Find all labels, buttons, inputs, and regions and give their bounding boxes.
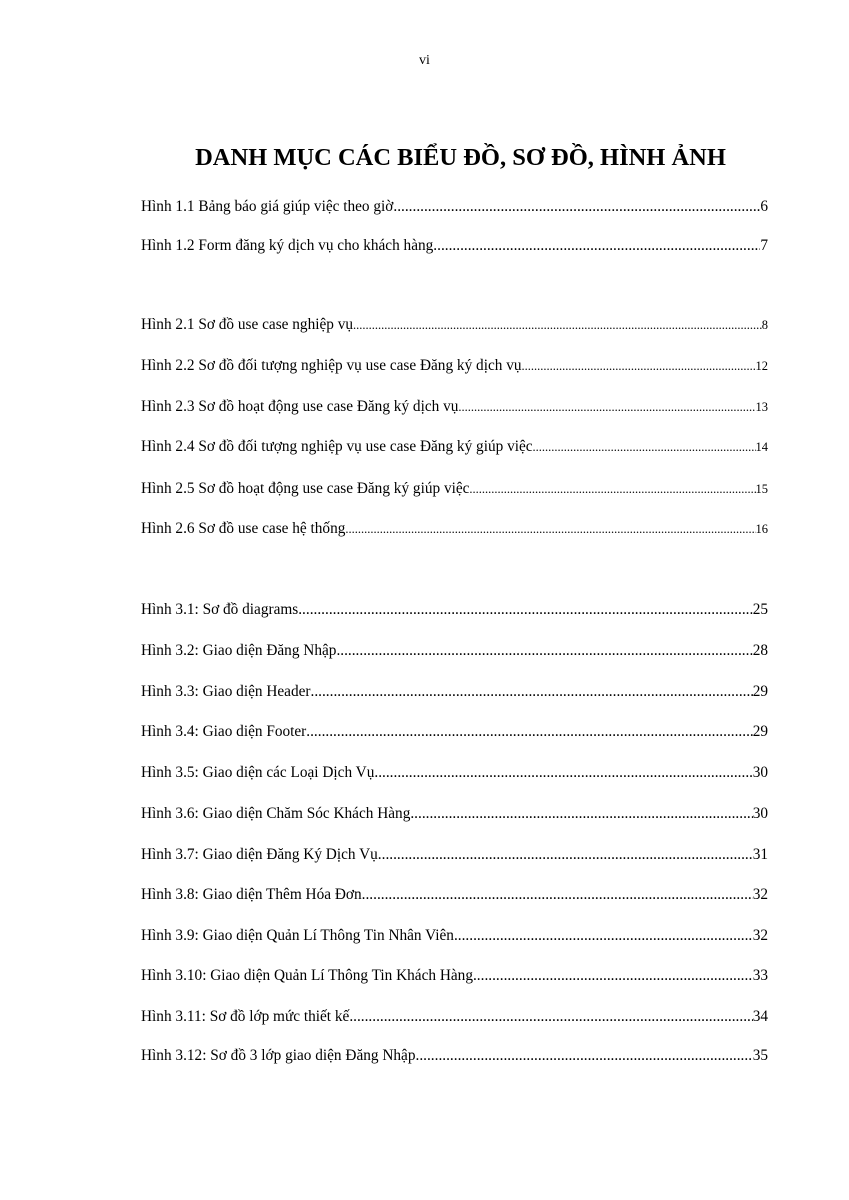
toc-entry-page: 33 [752,967,768,984]
dot-leader [416,1046,753,1066]
dot-leader [458,397,755,417]
toc-entry-label: Hình 2.2 Sơ đồ đối tượng nghiệp vụ use case Đăng ký dịch vụ [141,357,522,374]
dot-leader [298,600,752,620]
toc-entry-page: 16 [755,522,768,536]
toc-entry-page: 13 [755,400,768,414]
toc-entry-label: Hình 2.1 Sơ đồ use case nghiệp vụ [141,316,354,333]
toc-entry-page: 30 [752,805,768,822]
toc-entry-3-4[interactable] [141,722,768,742]
toc-entry-label: Hình 3.6: Giao diện Chăm Sóc Khách Hàng [141,805,411,822]
dot-leader [533,437,756,457]
toc-entry-2-4[interactable] [141,437,768,457]
toc-entry-label: Hình 3.1: Sơ đồ diagrams [141,601,299,618]
toc-entry-label: Hình 2.6 Sơ đồ use case hệ thống [141,520,346,537]
toc-entry-3-7[interactable] [141,845,768,865]
toc-entry-1-1[interactable] [141,197,768,217]
dot-leader [410,804,752,824]
toc-entry-page: 14 [755,440,768,454]
toc-entry-label: Hình 1.2 Form đăng ký dịch vụ cho khách hàng [141,237,434,254]
toc-entry-page: 32 [752,927,768,944]
dot-leader [336,641,752,661]
toc-entry-page: 35 [752,1047,768,1064]
dot-leader [353,315,762,335]
dot-leader [378,845,753,865]
dot-leader [469,479,755,499]
toc-entry-page: 8 [761,318,768,332]
toc-entry-2-5[interactable] [141,479,768,499]
toc-entry-label: Hình 3.7: Giao diện Đăng Ký Dịch Vụ [141,846,378,863]
toc-entry-page: 7 [760,237,768,254]
dot-leader [345,519,755,539]
toc-entry-3-9[interactable] [141,926,768,946]
toc-entry-page: 32 [752,886,768,903]
dot-leader [393,197,760,217]
toc-entry-label: Hình 3.11: Sơ đồ lớp mức thiết kế [141,1008,350,1025]
toc-entry-page: 15 [755,482,768,496]
toc-entry-label: Hình 3.5: Giao diện các Loại Dịch Vụ [141,764,375,781]
toc-entry-3-5[interactable] [141,763,768,783]
toc-entry-label: Hình 3.8: Giao diện Thêm Hóa Đơn [141,886,362,903]
toc-entry-3-6[interactable] [141,804,768,824]
toc-entry-2-3[interactable] [141,397,768,417]
toc-entry-3-11[interactable] [141,1007,768,1027]
toc-entry-label: Hình 3.2: Giao diện Đăng Nhập [141,642,337,659]
toc-entry-page: 29 [752,683,768,700]
toc-entry-label: Hình 2.5 Sơ đồ hoạt động use case Đăng ký giúp việc [141,480,470,497]
toc-entry-page: 29 [752,723,768,740]
dot-leader [522,356,756,376]
toc-entry-page: 28 [752,642,768,659]
toc-entry-page: 12 [755,359,768,373]
toc-entry-3-1[interactable] [141,600,768,620]
toc-entry-page: 31 [752,846,768,863]
toc-entry-3-10[interactable] [141,966,768,986]
toc-entry-page: 34 [752,1008,768,1025]
dot-leader [473,966,753,986]
toc-entry-page: 25 [752,601,768,618]
toc-entry-label: Hình 3.12: Sơ đồ 3 lớp giao diện Đăng Nhập [141,1047,416,1064]
dot-leader [349,1007,752,1027]
toc-entry-2-6[interactable] [141,519,768,539]
toc-entry-page: 30 [752,764,768,781]
toc-entry-page: 6 [760,198,768,215]
toc-entry-label: Hình 3.9: Giao diện Quản Lí Thông Tin Nhân Viên [141,927,454,944]
toc-entry-label: Hình 1.1 Bảng báo giá giúp việc theo giờ [141,198,394,215]
page-title: DANH MỤC CÁC BIỂU ĐỒ, SƠ ĐỒ, HÌNH ẢNH [195,144,726,171]
dot-leader [311,682,753,702]
dot-leader [433,236,760,256]
dot-leader [454,926,753,946]
page-number: vi [419,53,430,68]
toc-entry-1-2[interactable] [141,236,768,256]
toc-entry-2-2[interactable] [141,356,768,376]
toc-entry-3-2[interactable] [141,641,768,661]
toc-entry-2-1[interactable] [141,315,768,335]
dot-leader [306,722,752,742]
toc-entry-label: Hình 2.4 Sơ đồ đối tượng nghiệp vụ use case Đăng ký giúp việc [141,438,533,455]
dot-leader [362,885,753,905]
toc-entry-label: Hình 3.3: Giao diện Header [141,683,311,700]
toc-entry-label: Hình 3.10: Giao diện Quản Lí Thông Tin Khách Hàng [141,967,473,984]
toc-entry-label: Hình 2.3 Sơ đồ hoạt động use case Đăng ký dịch vụ [141,398,459,415]
toc-entry-3-12[interactable] [141,1046,768,1066]
toc-entry-3-8[interactable] [141,885,768,905]
toc-entry-label: Hình 3.4: Giao diện Footer [141,723,307,740]
dot-leader [374,763,752,783]
toc-entry-3-3[interactable] [141,682,768,702]
